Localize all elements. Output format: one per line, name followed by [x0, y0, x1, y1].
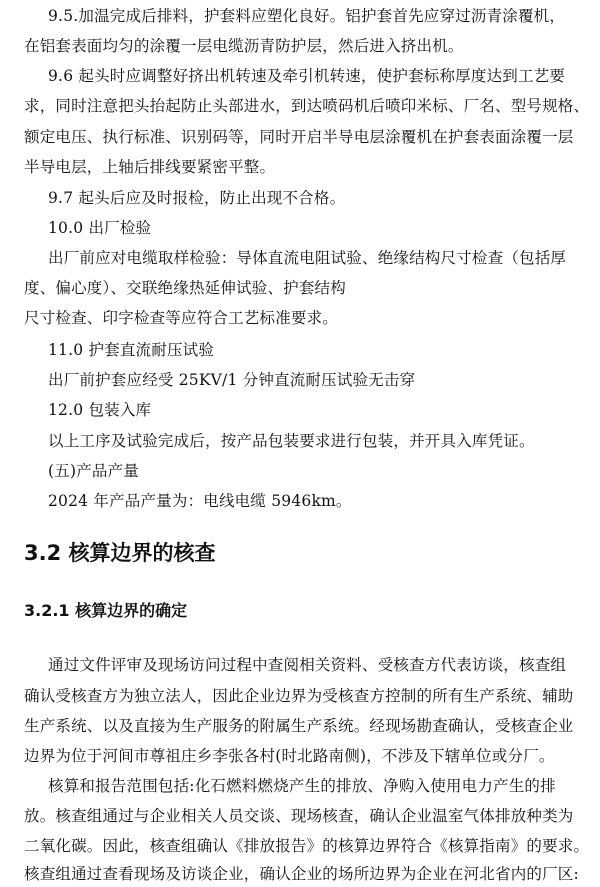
text-line: 半导电层，上轴后排线要紧密平整。: [24, 158, 276, 176]
paragraph-line: 放。核查组通过与企业相关人员交谈、现场核查，确认企业温室气体排放种类为: [24, 807, 574, 825]
text-line: 尺寸检查、印字检查等应符合工艺标准要求。: [24, 309, 339, 327]
text-line: 在铝套表面均匀的涂覆一层电缆沥青防护层，然后进入挤出机。: [24, 37, 464, 55]
text-line: 求，同时注意把头抬起防止头部进水，到达喷码机后喷印米标、厂名、型号规格、: [24, 97, 590, 115]
text-line: 9.7 起头后应及时报检，防止出现不合格。: [48, 189, 346, 207]
section-heading: 3.2 核算边界的核查: [24, 541, 216, 565]
paragraph-line: 核算和报告范围包括:化石燃料燃烧产生的排放、净购入使用电力产生的排: [48, 777, 556, 795]
text-line: 9.6 起头时应调整好挤出机转速及牵引机转速，使护套标称厚度达到工艺要: [48, 67, 566, 85]
text-line: 12.0 包装入库: [48, 401, 152, 419]
paragraph-line: 生产系统、以及直接为生产服务的附属生产系统。经现场勘查确认，受核查企业: [24, 717, 574, 735]
text-line: 10.0 出厂检验: [48, 219, 152, 237]
text-line: (五)产品产量: [48, 462, 139, 480]
paragraph-line: 通过文件评审及现场访问过程中查阅相关资料、受核查方代表访谈，核查组: [48, 656, 567, 674]
text-line: 以上工序及试验完成后，按产品包装要求进行包装，并开具入库凭证。: [48, 432, 535, 450]
paragraph-line: 二氧化碳。因此，核查组确认《排放报告》的核算边界符合《核算指南》的要求。: [24, 837, 590, 855]
paragraph-line: 边界为位于河间市尊祖庄乡李张各村(时北路南侧)，不涉及下辖单位或分厂。: [24, 747, 555, 765]
text-line: 11.0 护套直流耐压试验: [48, 341, 215, 359]
text-line: 度、偏心度）、交联绝缘热延伸试验、护套结构: [24, 279, 346, 297]
paragraph-line: 确认受核查方为独立法人，因此企业边界为受核查方控制的所有生产系统、辅助: [24, 687, 574, 705]
text-line: 出厂前应对电缆取样检验：导体直流电阻试验、绝缘结构尺寸检查（包括厚: [48, 249, 567, 267]
text-line: 2024 年产品产量为：电线电缆 5946km。: [48, 492, 352, 510]
paragraph-line: 核查组通过查看现场及访谈企业，确认企业的场所边界为企业在河北省内的厂区:: [24, 865, 579, 883]
text-line: 出厂前护套应经受 25KV/1 分钟直流耐压试验无击穿: [48, 371, 416, 389]
text-line: 额定电压、执行标准、识别码等，同时开启半导电层涂覆机在护套表面涂覆一层: [24, 128, 574, 146]
subsection-heading: 3.2.1 核算边界的确定: [24, 601, 188, 620]
text-line: 9.5.加温完成后排料，护套料应塑化良好。铝护套首先应穿过沥青涂覆机，: [48, 7, 566, 25]
